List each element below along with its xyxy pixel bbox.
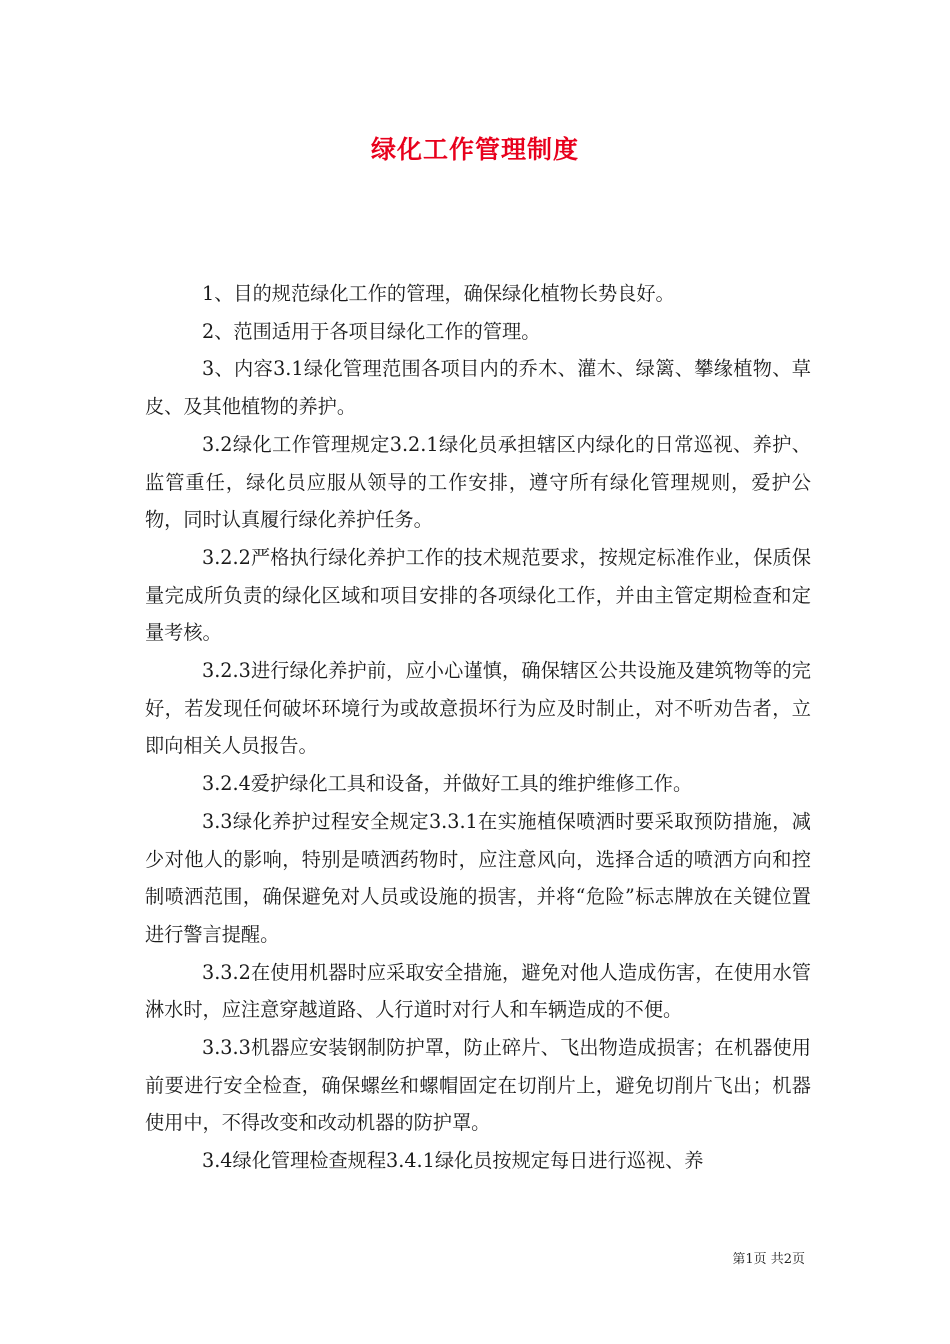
paragraph-scope: 2、范围适用于各项目绿化工作的管理。 bbox=[202, 319, 541, 343]
paragraph-3-4-1: 3.4绿化管理检查规程3.4.1绿化员按规定每日进行巡视、养 bbox=[202, 1149, 704, 1173]
paragraph-3-3-3: 3.3.3机器应安装钢制防护罩，防止碎片、飞出物造成损害；在机器使用前要进行安全检查，确保螺丝和螺帽固定在切削片上，避免切削片飞出；机器使用中，不得改变和改动机器的防护罩。 bbox=[145, 1036, 811, 1135]
paragraph-3-2-3: 3.2.3进行绿化养护前，应小心谨慎，确保辖区公共设施及建筑物等的完好，若发现任何破坏环境行为或故意损坏行为应及时制止，对不听劝告者，立即向相关人员报告。 bbox=[145, 659, 811, 758]
paragraph-3-3-1: 3.3绿化养护过程安全规定3.3.1在实施植保喷洒时要采取预防措施，减少对他人的影响，特别是喷洒药物时，应注意风向，选择合适的喷洒方向和控制喷洒范围，确保避免对人员或设施的损害，并将“危险”标志牌放在关键位置进行警言提醒。 bbox=[145, 809, 811, 946]
paragraph-3-2-4: 3.2.4爱护绿化工具和设备，并做好工具的维护维修工作。 bbox=[202, 772, 693, 796]
paragraph-3-2-1: 3.2绿化工作管理规定3.2.1绿化员承担辖区内绿化的日常巡视、养护、监管重任，绿化员应服从领导的工作安排，遵守所有绿化管理规则，爱护公物，同时认真履行绿化养护任务。 bbox=[145, 432, 811, 532]
page-number-footer: 第1页 共2页 bbox=[732, 1252, 805, 1267]
paragraph-content-3-1: 3、内容3.1绿化管理范围各项目内的乔木、灌木、绿篱、攀缘植物、草皮、及其他植物的养护。 bbox=[145, 357, 811, 419]
paragraph-purpose: 1、目的规范绿化工作的管理，确保绿化植物长势良好。 bbox=[202, 282, 675, 305]
paragraph-3-3-2: 3.3.2在使用机器时应采取安全措施，避免对他人造成伤害，在使用水管淋水时，应注意穿越道路、人行道时对行人和车辆造成的不便。 bbox=[145, 960, 811, 1022]
document-body bbox=[145, 275, 811, 1180]
paragraph-3-2-2: 3.2.2严格执行绿化养护工作的技术规范要求，按规定标准作业，保质保量完成所负责的绿化区域和项目安排的各项绿化工作，并由主管定期检查和定量考核。 bbox=[145, 545, 811, 645]
document-title: 绿化工作管理制度 bbox=[370, 135, 579, 164]
